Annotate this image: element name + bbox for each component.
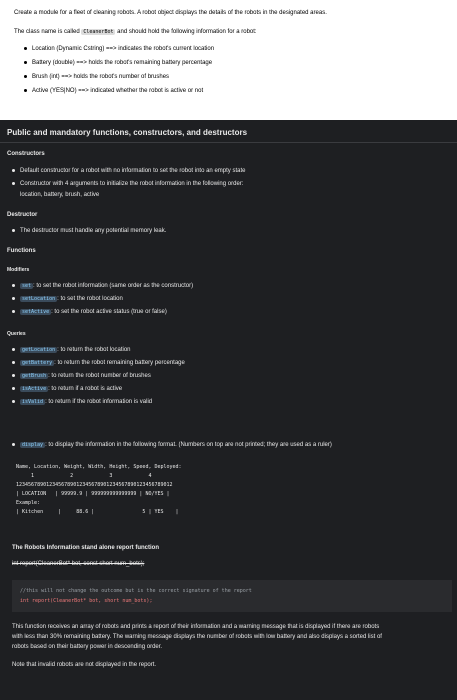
report-note: Note that invalid robots are not displayed in the report. — [12, 662, 157, 668]
list-item-continued: location, battery, brush, active — [20, 192, 100, 198]
constructors-heading: Constructors — [7, 151, 45, 157]
report-description: This function receives an array of robots and prints a report of their information and a warning message that is displayed if there are robots with less than 30% remaining battery. The warning message displays the number of robots with low battery and also displays a sorted list of robots based on their battery power in descending order. — [12, 624, 382, 650]
list-item: getBattery : to return the robot remaining battery percentage — [12, 360, 185, 366]
field-item: Location (Dynamic Cstring) ==> indicates the robot's current location — [24, 46, 214, 52]
functions-panel — [0, 120, 457, 446]
modifiers-heading: Modifiers — [7, 267, 30, 273]
list-item: isActive : to return if a robot is active — [12, 386, 122, 392]
list-item: The destructor must handle any potential memory leak. — [12, 228, 166, 234]
field-item: Battery (double) ==> holds the robot's remaining battery percentage — [24, 60, 212, 66]
list-item: Default constructor for a robot with no information to set the robot into an empty state — [12, 168, 245, 174]
code-chip: setActive — [22, 309, 50, 315]
list-item: isValid : to return if the robot information is valid — [12, 399, 152, 405]
report-heading: The Robots Information stand alone report function — [12, 545, 159, 551]
list-item: display : to display the information in the following format. (Numbers on top are not printed; they are used as a ruler) — [12, 442, 332, 448]
code-chip: setLocation — [22, 296, 56, 302]
functions-heading: Functions — [7, 248, 36, 254]
code-chip: set — [22, 283, 32, 289]
code-chip: isActive — [22, 386, 47, 392]
list-item: getBrush : to return the robot number of brushes — [12, 373, 151, 379]
intro-section — [0, 0, 457, 104]
list-item: set : to set the robot information (same order as the constructor) — [12, 283, 193, 289]
code-chip: isValid — [22, 399, 44, 405]
destructor-heading: Destructor — [7, 212, 38, 218]
code-chip: getLocation — [22, 347, 56, 353]
signature-codebox — [12, 580, 452, 612]
display-panel: display : to display the information in the following format. (Numbers on top are not printed; they are used as a ruler) Name, Location, Weight, Width, Height, Speed, Deployed: 1 2 3 4 1234567890123456789012345678901234567890123456789012 | LOCATION | 99999.9 | 999999999999999 | NO/YES | Example: | Kitchen | 88.6 | 5 | YES | The Robots Information stand alone report function int report(CleanerBot* bot, const short num_bots); //this will not change the outcome but is the correct signature of the report int report(CleanerBot* bot, short num_bots); This function receives an array of robots and prints a report of their information and a warning message that is displayed if there are robots with less than 30% remaining battery. The warning message displays the number of robots with low battery and also displays a sorted list of robots based on their battery power in descending order. Note that invalid robots are not displayed in the report. — [0, 430, 457, 700]
code-chip: getBattery — [22, 360, 53, 366]
intro-line-1: Create a module for a fleet of cleaning robots. A robot object displays the details of the robots in the designated areas. — [14, 10, 327, 16]
queries-heading: Queries — [7, 331, 26, 337]
code-chip: getBrush — [22, 373, 47, 379]
class-name-chip: CleanerBot — [83, 29, 114, 35]
field-item: Active (YES|NO) ==> indicated whether the robot is active or not — [24, 88, 203, 94]
divider — [0, 142, 457, 143]
section-title: Public and mandatory functions, constructors, and destructors — [7, 128, 248, 137]
struck-signature: int report(CleanerBot* bot, const short num_bots); — [12, 561, 145, 567]
intro-line-2: The class name is called CleanerBot and should hold the following information for a robot: — [14, 29, 257, 35]
list-item: getLocation : to return the robot location — [12, 347, 131, 353]
code-chip: display — [22, 442, 44, 448]
field-item: Brush (int) ==> holds the robot's number of brushes — [24, 74, 169, 80]
code-signature: int report(CleanerBot* bot, short num_bots); — [20, 598, 153, 604]
list-item: Constructor with 4 arguments to initialize the robot information in the following order: — [12, 181, 243, 187]
list-item: setLocation : to set the robot location — [12, 296, 123, 302]
code-comment: //this will not change the outcome but is the correct signature of the report — [20, 588, 252, 594]
list-item: setActive : to set the robot active status (true or false) — [12, 309, 167, 315]
